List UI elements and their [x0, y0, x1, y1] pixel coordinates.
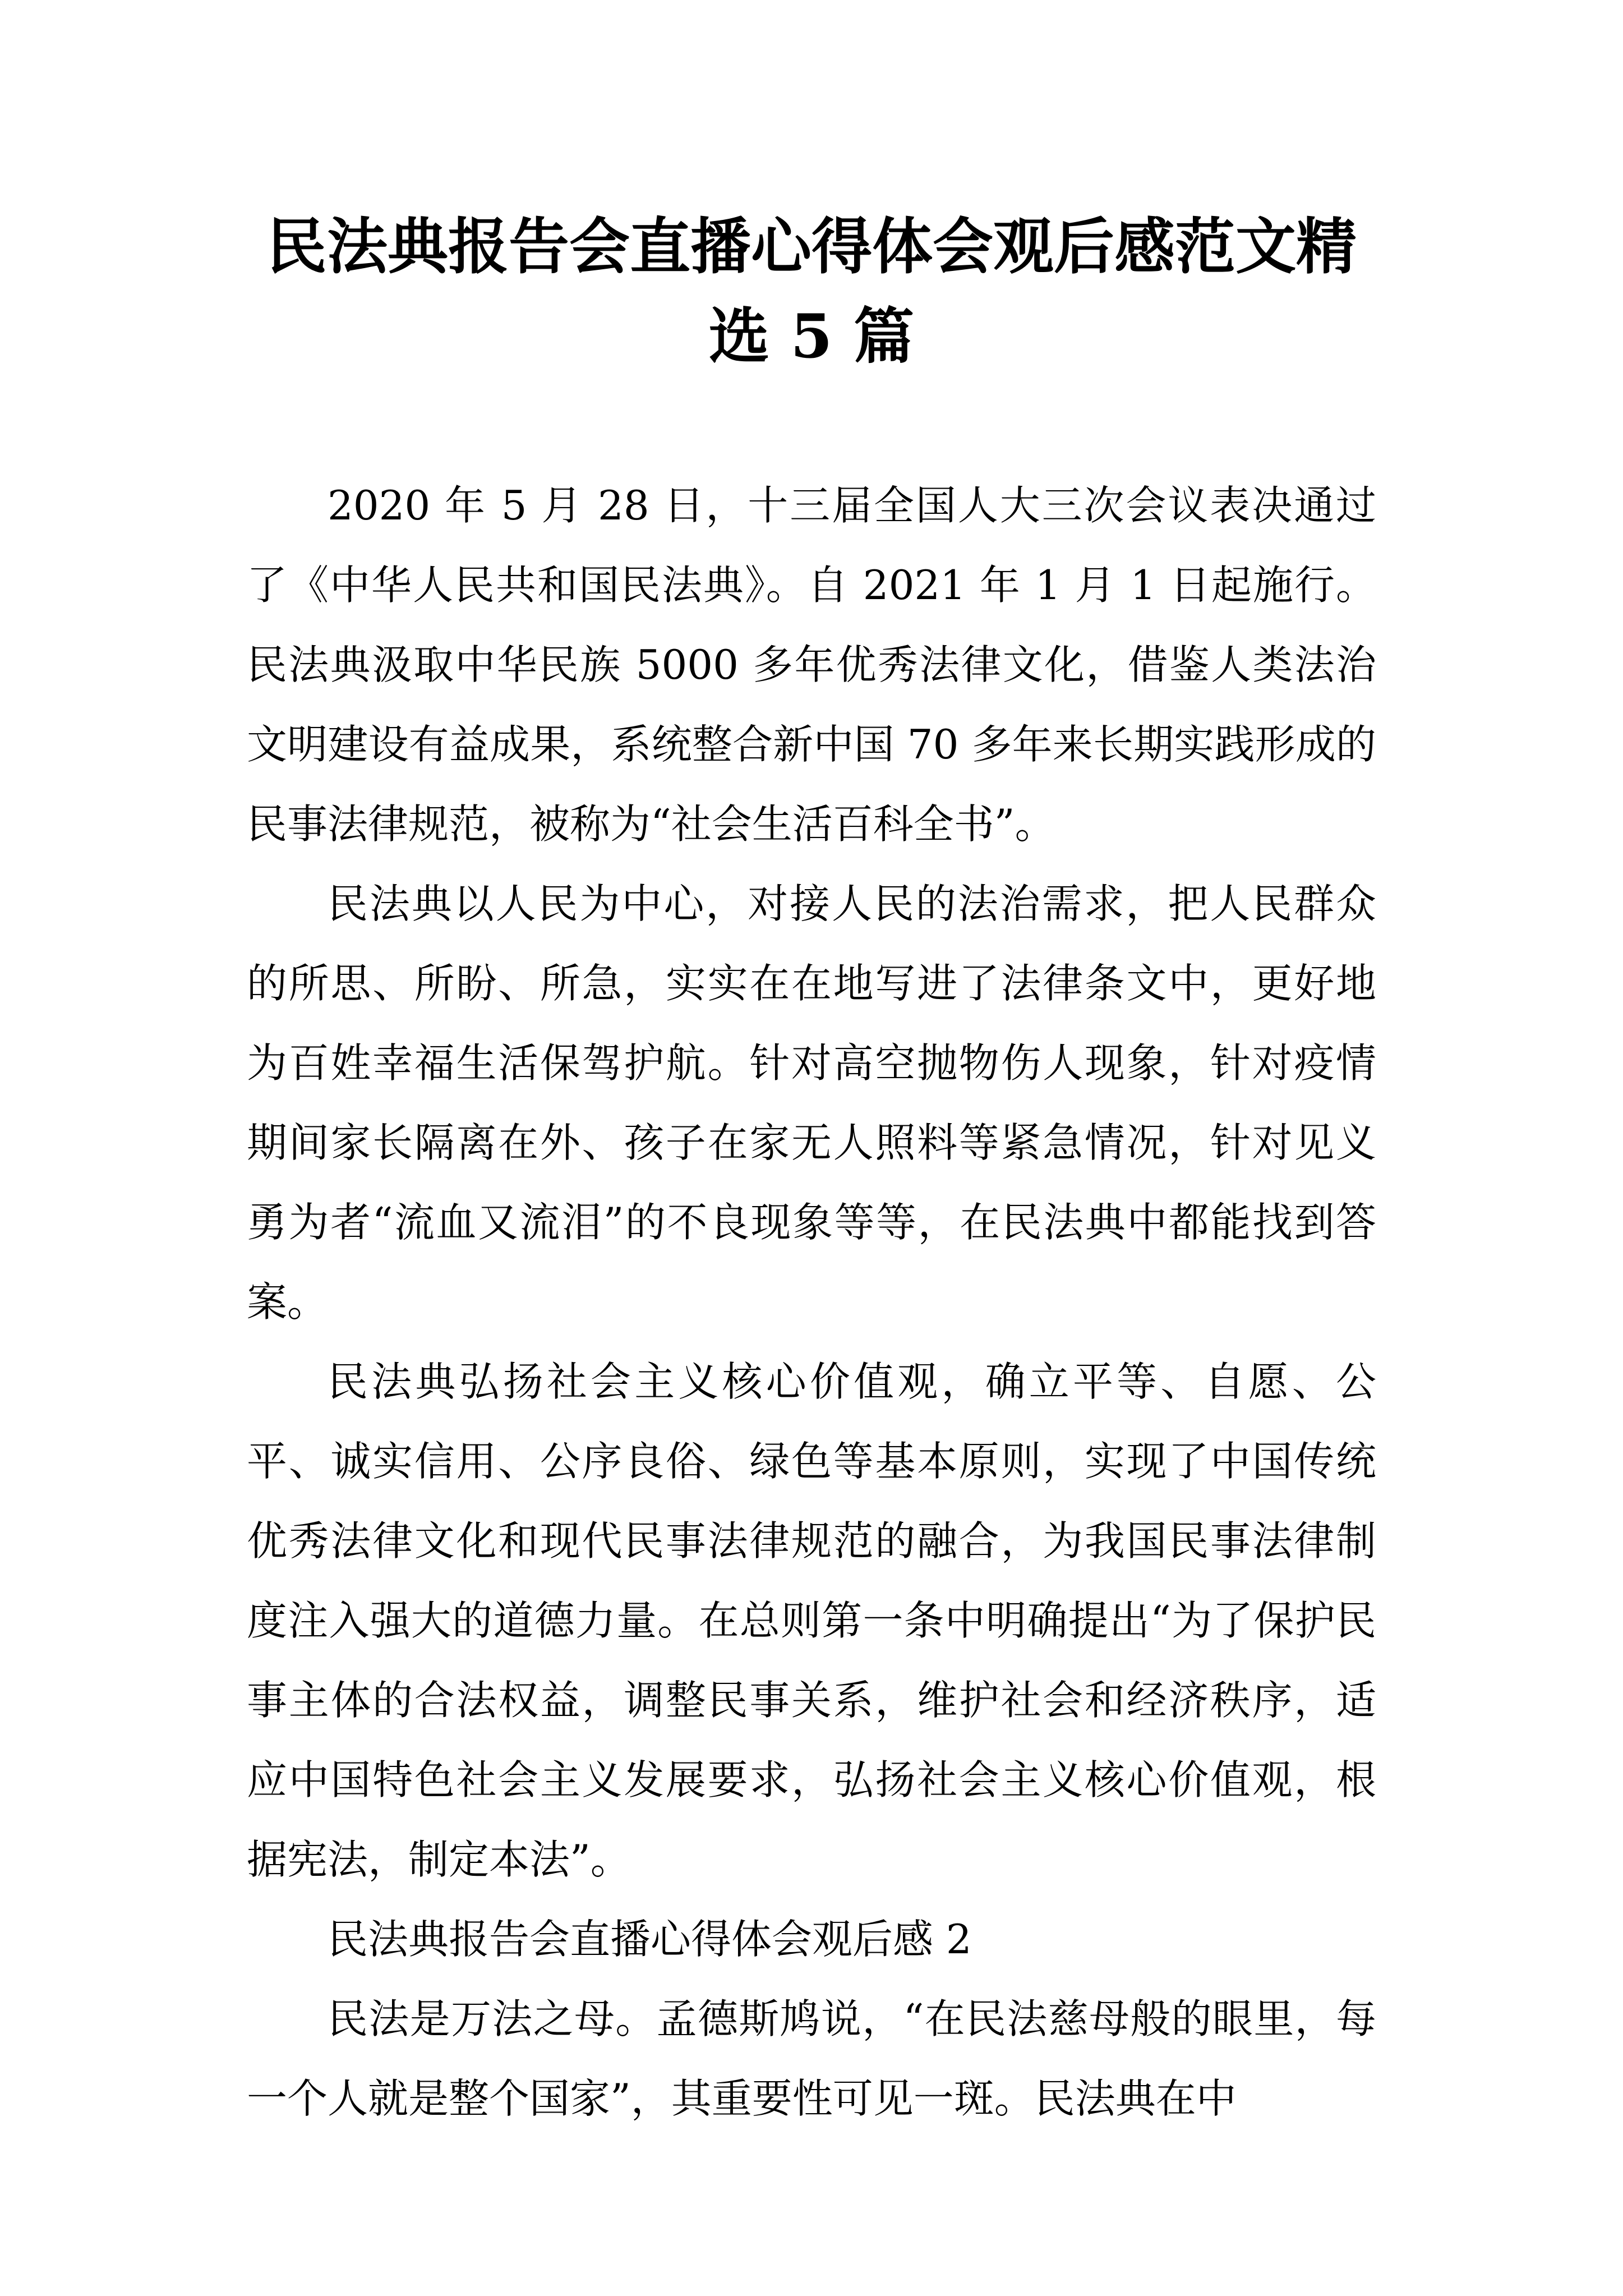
document-title: [247, 202, 1376, 381]
paragraph-3: 民法典弘扬社会主义核心价值观，确立平等、自愿、公平、诚实信用、公序良俗、绿色等基本原则，实现了中国传统优秀法律文化和现代民事法律规范的融合，为我国民事法律制度注入强大的道德力量。在总则第一条中明确提出“为了保护民事主体的合法权益，调整民事关系，维护社会和经济秩序，适应中国特色社会主义发展要求，弘扬社会主义核心价值观，根据宪法，制定本法”。: [247, 1358, 1376, 1883]
paragraph-4: 民法是万法之母。孟德斯鸠说，“在民法慈母般的眼里，每一个人就是整个国家”，其重要性可见一斑。民法典在中: [247, 1995, 1376, 2122]
paragraph-1: 2020 年 5 月 28 日，十三届全国人大三次会议表决通过了《中华人民共和国民法典》。自 2021 年 1 月 1 日起施行。民法典汲取中华民族 5000 多年优秀法律文化，借鉴人类法治文明建设有益成果，系统整合新中国 70 多年来长期实践形成的民事法律规范，被称为“社会生活百科全书”。: [247, 482, 1376, 848]
paragraph-2: 民法典以人民为中心，对接人民的法治需求，把人民群众的所思、所盼、所急，实实在在地写进了法律条文中，更好地为百姓幸福生活保驾护航。针对高空抛物伤人现象，针对疫情期间家长隔离在外、孩子在家无人照料等紧急情况，针对见义勇为者“流血又流泪”的不良现象等等，在民法典中都能找到答案。: [247, 880, 1376, 1326]
title-line-1: 民法典报告会直播心得体会观后感范文精: [266, 211, 1357, 282]
title-line-2: 选 5 篇: [708, 301, 915, 372]
document-body: [247, 466, 1376, 2138]
section-heading: 民法典报告会直播心得体会观后感 2: [328, 1916, 972, 1963]
